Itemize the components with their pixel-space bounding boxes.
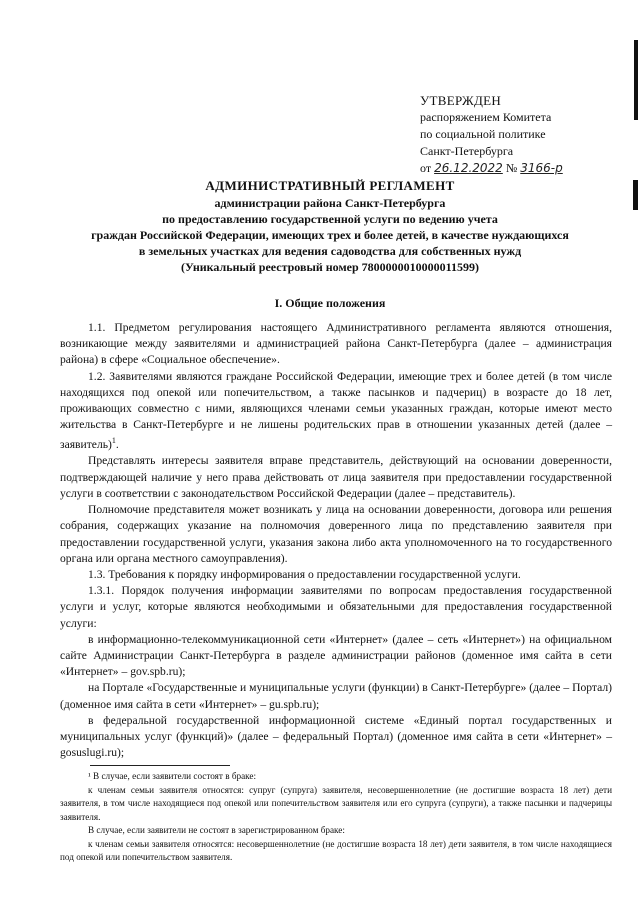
paragraph: в федеральной государственной информационной системе «Единый портал государственных и муниципальных услуг (функций)» (далее – федеральный Портал) (доменное имя сайта в сети «Интернет» – gosuslugi.ru);	[60, 713, 612, 760]
approval-line: Санкт-Петербурга	[420, 144, 514, 158]
number-prefix: №	[505, 161, 518, 175]
paragraph: 1.1. Предметом регулирования настоящего Административного регламента являются отношения, возникающие между заявителями и администрацией района Санкт-Петербурга (далее – администрация района) в сфере «Социальное обеспечение».	[60, 321, 612, 367]
footnote-line: В случае, если заявители не состоят в зарегистрированном браке:	[88, 825, 345, 835]
approval-heading: УТВЕРЖДЕН	[420, 93, 502, 108]
paragraph: в информационно-телекоммуникационной сети «Интернет» (далее – сеть «Интернет») на официальном сайте Администрации Санкт-Петербурга в разделе администрации районов (доменное имя сайта в сети «Интернет» – gov.spb.ru);	[60, 632, 612, 679]
footnote-marker: 1	[111, 436, 116, 446]
section-heading: I. Общие положения	[274, 296, 386, 310]
footnote-divider	[90, 765, 230, 766]
handwritten-number: 3166-р	[520, 161, 563, 175]
date-prefix: от	[420, 161, 432, 175]
handwritten-date: 26.12.2022	[434, 161, 503, 175]
paragraph: 1.3. Требования к порядку информирования о предоставлении государственной услуги.	[88, 567, 521, 581]
paragraph: 1.3.1. Порядок получения информации заявителями по вопросам предоставления государственной услуги и услуг, которые являются необходимыми и обязательными для предоставления государственной услуги:	[60, 584, 612, 630]
approval-line: распоряжением Комитета	[420, 110, 552, 124]
approval-stamp	[420, 92, 563, 177]
footnote-line: к членам семьи заявителя относятся: супруг (супруга) заявителя, несовершеннолетние (не достигшие возраста 18 лет) дети заявителя, в том числе находящиеся под опекой или попечительством заявителя или его супруга (супруги), а также пасынки и падчерицы заявителя.	[60, 784, 612, 822]
scan-edge-mark	[634, 40, 638, 120]
paragraph-text: 1.2. Заявителями являются граждане Российской Федерации, имеющие трех и более детей (в том числе находящихся под опекой или попечительством, а также пасынков и падчериц) в возрасте до 18 лет, проживающих совместно с ними, являющихся членами семьи указанных граждан, которые имеют место жительства в Санкт-Петербурге и не лишены родительских прав в отношении указанных детей (далее – заявитель)	[60, 369, 612, 452]
title-line: администрации района Санкт-Петербурга	[214, 196, 446, 210]
scan-edge-mark	[633, 180, 638, 210]
title-line: АДМИНИСТРАТИВНЫЙ РЕГЛАМЕНТ	[205, 178, 455, 193]
title-line: (Уникальный реестровый номер 7800000010000011599)	[181, 260, 479, 274]
paragraph: Представлять интересы заявителя вправе представитель, действующий на основании доверенности, подтверждающей наличие у него права действовать от лица заявителя при предоставлении государственной услуги в соответствии с законодательством Российской Федерации (далее – представитель).	[60, 454, 612, 500]
footnotes	[60, 770, 612, 865]
title-line: в земельных участках для ведения садоводства для собственных нужд	[138, 244, 522, 258]
paragraph: на Портале «Государственные и муниципальные услуги (функции) в Санкт-Петербурге» (далее – Портал) (доменное имя сайта в сети «Интернет» – gu.spb.ru);	[60, 681, 612, 711]
footnote-line: ¹ В случае, если заявители состоят в браке:	[88, 771, 257, 781]
title-line: граждан Российской Федерации, имеющих трех и более детей, в качестве нуждающихся	[91, 228, 569, 242]
approval-date-line	[420, 160, 563, 177]
footnote-line: к членам семьи заявителя относятся: несовершеннолетние (не достигшие возраста 18 лет) дети заявителя, в том числе находящиеся под опекой или попечительством заявителя.	[60, 838, 612, 862]
approval-line: по социальной политике	[420, 127, 546, 141]
title-line: по предоставлению государственной услуги по ведению учета	[162, 212, 498, 226]
paragraph: 1.2. Заявителями являются граждане Российской Федерации, имеющие трех и более детей (в том числе находящихся под опекой или попечительством, а также пасынков и падчериц) в возрасте до 18 лет, проживающих совместно с ними, являющихся членами семьи указанных граждан, которые имеют место жительства в Санкт-Петербурге и не лишены родительских прав в отношении указанных детей (далее – заявитель)$^1$.	[60, 369, 612, 452]
document-body	[60, 320, 612, 761]
document-title	[40, 176, 620, 275]
paragraph: Полномочие представителя может возникать у лица на основании доверенности, договора или решения собрания, содержащих указание на полномочия доверенного лица по представлению заявителя при предоставлении государственной услуги, указания закона либо акта уполномоченного на то государственного органа или органа местного самоуправления).	[60, 503, 612, 565]
